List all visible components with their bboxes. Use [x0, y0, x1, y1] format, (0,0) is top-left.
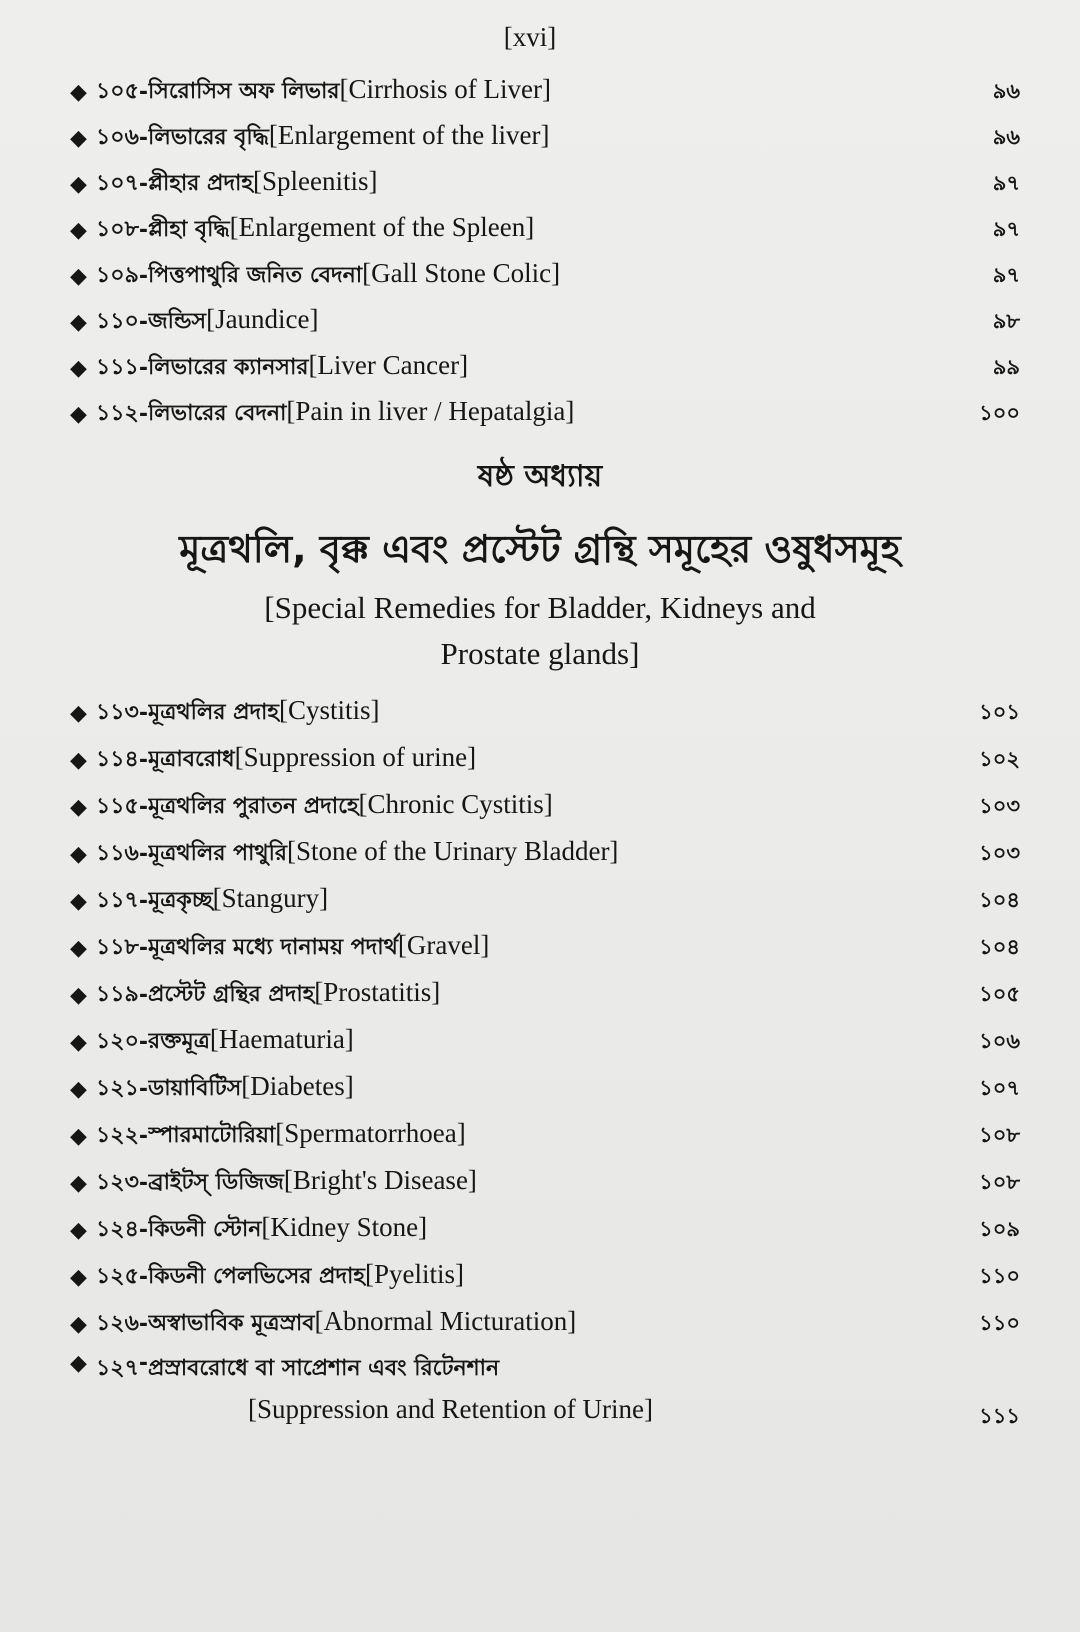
entry-title-bengali: মূত্রাবরোধ — [147, 746, 235, 772]
entry-dash: - — [138, 1311, 149, 1337]
entry-title — [148, 212, 950, 249]
entry-page-number: ১১১ — [979, 1404, 1020, 1428]
entry-title — [148, 836, 950, 873]
toc-entry[interactable] — [70, 881, 1020, 921]
entry-title-bengali: লিভারের ক্যানসার — [147, 354, 309, 380]
entry-page-number: ১০৯ — [979, 1216, 1020, 1241]
entry-number: ১১৮ — [96, 934, 139, 960]
toc-entry[interactable] — [70, 740, 1020, 780]
entry-title — [148, 396, 950, 433]
entry-page-number: ১১০ — [979, 1310, 1020, 1335]
toc-entry[interactable] — [70, 164, 1020, 204]
entry-page-number: ৯৬ — [992, 124, 1020, 149]
entry-title-bengali: ডায়াবিটিস — [148, 1075, 242, 1101]
entry-page-number: ৯৯ — [992, 354, 1020, 379]
entry-page-number: ৯৮ — [992, 308, 1020, 333]
entry-title — [148, 350, 950, 387]
toc-entry[interactable] — [70, 1163, 1020, 1203]
entry-title-bengali: রক্তমূত্র — [148, 1028, 210, 1054]
diamond-bullet-icon: ◆ — [70, 700, 87, 726]
diamond-bullet-icon: ◆ — [70, 309, 87, 335]
entry-title — [148, 1212, 950, 1249]
diamond-bullet-icon: ◆ — [70, 1264, 87, 1290]
entry-title-english: [Pyelitis] — [364, 1258, 464, 1289]
toc-entry[interactable] — [70, 975, 1020, 1015]
toc-entry[interactable] — [70, 1022, 1020, 1062]
entry-title-english: [Haematuria] — [209, 1023, 354, 1054]
entry-title-english: [Chronic Cystitis] — [358, 788, 553, 819]
entry-page-number: ১০৪ — [979, 934, 1020, 959]
entry-number: ১২২ — [96, 1122, 139, 1148]
entry-title — [148, 1165, 950, 1202]
entry-title-bengali: সিরোসিস অফ লিভার — [148, 78, 340, 104]
entry-title-bengali: কিডনী স্টোন — [148, 1216, 262, 1242]
toc-entry[interactable] — [70, 256, 1020, 296]
entry-dash: - — [138, 1351, 149, 1376]
entry-title — [148, 1071, 950, 1108]
entry-number: ১০৫ — [96, 78, 139, 104]
entry-title — [148, 1259, 950, 1296]
diamond-bullet-icon: ◆ — [70, 355, 87, 381]
entry-title — [148, 883, 950, 920]
entry-number: ১১৯ — [96, 981, 139, 1007]
diamond-bullet-icon: ◆ — [70, 1217, 87, 1243]
entry-number: ১২১ — [96, 1075, 139, 1101]
entry-number: ১২০ — [96, 1028, 139, 1054]
entry-title-bengali: প্লীহার প্রদাহ — [148, 170, 253, 196]
entry-number: ১০৮ — [96, 216, 139, 242]
entry-number: ১১৭ — [96, 887, 139, 913]
entry-number: ১০৯ — [96, 262, 139, 288]
entry-title-english: [Prostatitis] — [314, 976, 441, 1007]
diamond-bullet-icon: ◆ — [70, 401, 87, 427]
entry-page-number: ১০৮ — [979, 1122, 1020, 1147]
entry-number: ১১৩ — [96, 699, 139, 725]
entry-title-english: [Kidney Stone] — [261, 1211, 428, 1242]
entry-title — [148, 74, 950, 111]
toc-entry[interactable] — [70, 834, 1020, 874]
toc-entry[interactable] — [70, 928, 1020, 968]
entry-number: ১১৫ — [96, 793, 139, 819]
entry-title-english: [Spermatorrhoea] — [275, 1117, 466, 1148]
entry-number: ১১০ — [96, 308, 139, 334]
entry-dash: - — [138, 217, 148, 243]
entry-dash: - — [138, 982, 148, 1008]
entry-number: ১২৫ — [96, 1263, 139, 1289]
toc-entry[interactable] — [70, 72, 1020, 112]
entry-page-number: ১০৩ — [979, 793, 1020, 818]
entry-dash: - — [138, 171, 149, 197]
entry-title — [148, 120, 950, 157]
entry-page-number: ১১০ — [979, 1263, 1020, 1288]
entry-title — [148, 1306, 950, 1343]
entry-page-number: ৯৬ — [992, 78, 1020, 103]
toc-entry[interactable] — [70, 1257, 1020, 1297]
entry-title — [148, 742, 950, 779]
entry-title-english: [Gall Stone Colic] — [362, 257, 561, 288]
entry-title-bengali: কিডনী পেলভিসের প্রদাহ — [148, 1263, 365, 1289]
entry-number: ১০৬ — [96, 124, 139, 150]
diamond-bullet-icon: ◆ — [70, 1076, 87, 1102]
entry-title — [148, 1118, 950, 1155]
entry-title-bengali: মূত্রথলির প্রদাহ — [148, 699, 279, 725]
entry-number: ১১১ — [96, 354, 139, 380]
toc-entry[interactable] — [70, 1351, 1020, 1443]
entry-number: ১১২ — [96, 400, 139, 426]
entry-dash: - — [138, 401, 148, 427]
chapter-label: ষষ্ঠ অধ্যায় — [477, 459, 603, 494]
diamond-bullet-icon: ◆ — [70, 263, 87, 289]
entry-title — [148, 789, 950, 826]
entry-page-number: ১০৪ — [979, 887, 1020, 912]
entry-dash: - — [138, 125, 149, 151]
entry-page-number: ৯৭ — [992, 170, 1020, 195]
entry-dash: - — [138, 1123, 149, 1149]
entry-title-english: [Liver Cancer] — [308, 349, 469, 380]
chapter-subtitle-line2: Prostate glands] — [440, 636, 640, 671]
entry-dash: - — [138, 355, 148, 381]
entry-number: ১২৭ — [96, 1356, 139, 1381]
toc-entry[interactable] — [70, 1116, 1020, 1156]
entry-title-english: [Suppression of urine] — [234, 741, 477, 772]
toc-entry[interactable] — [70, 787, 1020, 827]
entry-title-bengali: প্রস্রাবরোধে বা সাপ্রেশান এবং রিটেনশান — [148, 1356, 500, 1381]
entry-title-english: [Gravel] — [397, 929, 490, 960]
entry-number: ১১৪ — [96, 746, 139, 772]
entry-title-bengali: ব্রাইটস্ ডিজিজ — [148, 1169, 284, 1195]
toc-entry[interactable] — [70, 394, 1020, 434]
entry-title-english: [Jaundice] — [206, 303, 319, 334]
entry-dash: - — [138, 1029, 149, 1055]
entry-title-english: [Cystitis] — [279, 694, 380, 725]
entry-title-english: [Enlargement of the Spleen] — [229, 211, 535, 242]
entry-title — [148, 166, 950, 203]
diamond-bullet-icon: ◆ — [70, 1351, 87, 1376]
entry-title-bengali: লিভারের বৃদ্ধি — [148, 124, 269, 150]
entry-dash: - — [138, 935, 148, 961]
entry-title — [148, 1024, 950, 1061]
page-number: [xvi] — [503, 22, 557, 52]
entry-title-english: [Suppression and Retention of Urine] — [248, 1394, 653, 1424]
entry-dash: - — [138, 888, 148, 914]
entry-page-number: ৯৭ — [992, 216, 1020, 241]
entry-title — [148, 977, 950, 1014]
entry-number: ১১৬ — [96, 840, 139, 866]
toc-entry[interactable] — [70, 118, 1020, 158]
entry-number: ১০৭ — [96, 170, 139, 196]
diamond-bullet-icon: ◆ — [70, 1123, 87, 1149]
entry-dash: - — [138, 1076, 148, 1102]
entry-dash: - — [138, 841, 148, 867]
entry-title-english: [Stone of the Urinary Bladder] — [287, 835, 619, 866]
toc-entry[interactable] — [70, 302, 1020, 342]
diamond-bullet-icon: ◆ — [70, 79, 87, 105]
entry-title-english: [Spleenitis] — [252, 165, 378, 196]
entry-title-bengali: প্রস্টেট গ্রন্থির প্রদাহ — [147, 981, 315, 1007]
diamond-bullet-icon: ◆ — [70, 1311, 87, 1337]
diamond-bullet-icon: ◆ — [70, 888, 87, 914]
diamond-bullet-icon: ◆ — [70, 1029, 87, 1055]
entry-page-number: ১০৭ — [979, 1075, 1020, 1100]
diamond-bullet-icon: ◆ — [70, 217, 87, 243]
entry-dash: - — [138, 1217, 148, 1243]
entry-title-english: [Pain in liver / Hepatalgia] — [286, 395, 575, 426]
entry-dash: - — [138, 263, 148, 289]
entry-dash: - — [138, 794, 148, 820]
diamond-bullet-icon: ◆ — [70, 794, 87, 820]
toc-entry[interactable] — [70, 1069, 1020, 1109]
entry-title-bengali: জন্ডিস — [148, 308, 207, 334]
entry-title-bengali: লিভারের বেদনা — [148, 400, 287, 426]
entry-page-number: ৯৭ — [992, 262, 1020, 287]
diamond-bullet-icon: ◆ — [70, 747, 87, 773]
entry-title — [148, 695, 950, 732]
entry-number: ১২৩ — [96, 1169, 139, 1195]
entry-number: ১২৬ — [96, 1310, 139, 1336]
diamond-bullet-icon: ◆ — [70, 935, 87, 961]
entry-title-bengali: স্পারমাটোরিয়া — [148, 1122, 276, 1148]
entry-title — [148, 258, 950, 295]
entry-title-bengali: মূত্রথলির পুরাতন প্রদাহে — [147, 793, 359, 819]
entry-page-number: ১০৩ — [979, 840, 1020, 865]
entry-title-bengali: প্লীহা বৃদ্ধি — [148, 216, 230, 242]
entry-title-english: [Diabetes] — [241, 1070, 354, 1101]
chapter-subtitle-line1: [Special Remedies for Bladder, Kidneys and — [264, 590, 816, 625]
chapter-title: মূত্রথলি, বৃক্ক এবং প্রস্টেট গ্রন্থি সমূহের ওষুধসমূহ — [179, 527, 901, 571]
entry-page-number: ১০৬ — [979, 1028, 1020, 1053]
entry-title — [148, 1351, 950, 1425]
entry-number: ১২৪ — [96, 1216, 139, 1242]
entry-page-number: ১০১ — [979, 699, 1020, 724]
toc-entry[interactable] — [70, 1210, 1020, 1250]
entry-title-english: [Enlargement of the liver] — [268, 119, 550, 150]
entry-page-number: ১০৫ — [979, 981, 1020, 1006]
entry-dash: - — [138, 309, 148, 335]
toc-entry[interactable] — [70, 693, 1020, 733]
entry-page-number: ১০৮ — [979, 1169, 1020, 1194]
entry-page-number: ১০২ — [979, 746, 1020, 771]
entry-dash: - — [138, 1264, 148, 1290]
entry-title-english: [Stangury] — [212, 882, 329, 913]
diamond-bullet-icon: ◆ — [70, 125, 87, 151]
entry-title-english: [Cirrhosis of Liver] — [339, 73, 551, 104]
entry-title — [148, 304, 950, 341]
toc-entry[interactable] — [70, 1304, 1020, 1344]
entry-title-english: [Bright's Disease] — [283, 1164, 477, 1195]
entry-dash: - — [138, 1170, 149, 1196]
diamond-bullet-icon: ◆ — [70, 1170, 87, 1196]
entry-title-bengali: অস্বাভাবিক মূত্রস্রাব — [148, 1310, 315, 1336]
diamond-bullet-icon: ◆ — [70, 171, 87, 197]
entry-dash: - — [138, 79, 148, 105]
toc-entry[interactable] — [70, 348, 1020, 388]
entry-dash: - — [138, 747, 148, 773]
entry-title-bengali: মূত্রথলির মধ্যে দানাময় পদার্থ — [147, 934, 398, 960]
diamond-bullet-icon: ◆ — [70, 841, 87, 867]
entry-title-bengali: মূত্রকৃচ্ছ — [148, 887, 213, 913]
toc-entry[interactable] — [70, 210, 1020, 250]
diamond-bullet-icon: ◆ — [70, 982, 87, 1008]
entry-title-english: [Abnormal Micturation] — [314, 1305, 577, 1336]
entry-title-bengali: মূত্রথলির পাথুরি — [148, 840, 288, 866]
entry-page-number: ১০০ — [979, 400, 1020, 425]
entry-title — [148, 930, 950, 967]
entry-title-bengali: পিত্তপাথুরি জনিত বেদনা — [148, 262, 363, 288]
entry-dash: - — [138, 700, 148, 726]
